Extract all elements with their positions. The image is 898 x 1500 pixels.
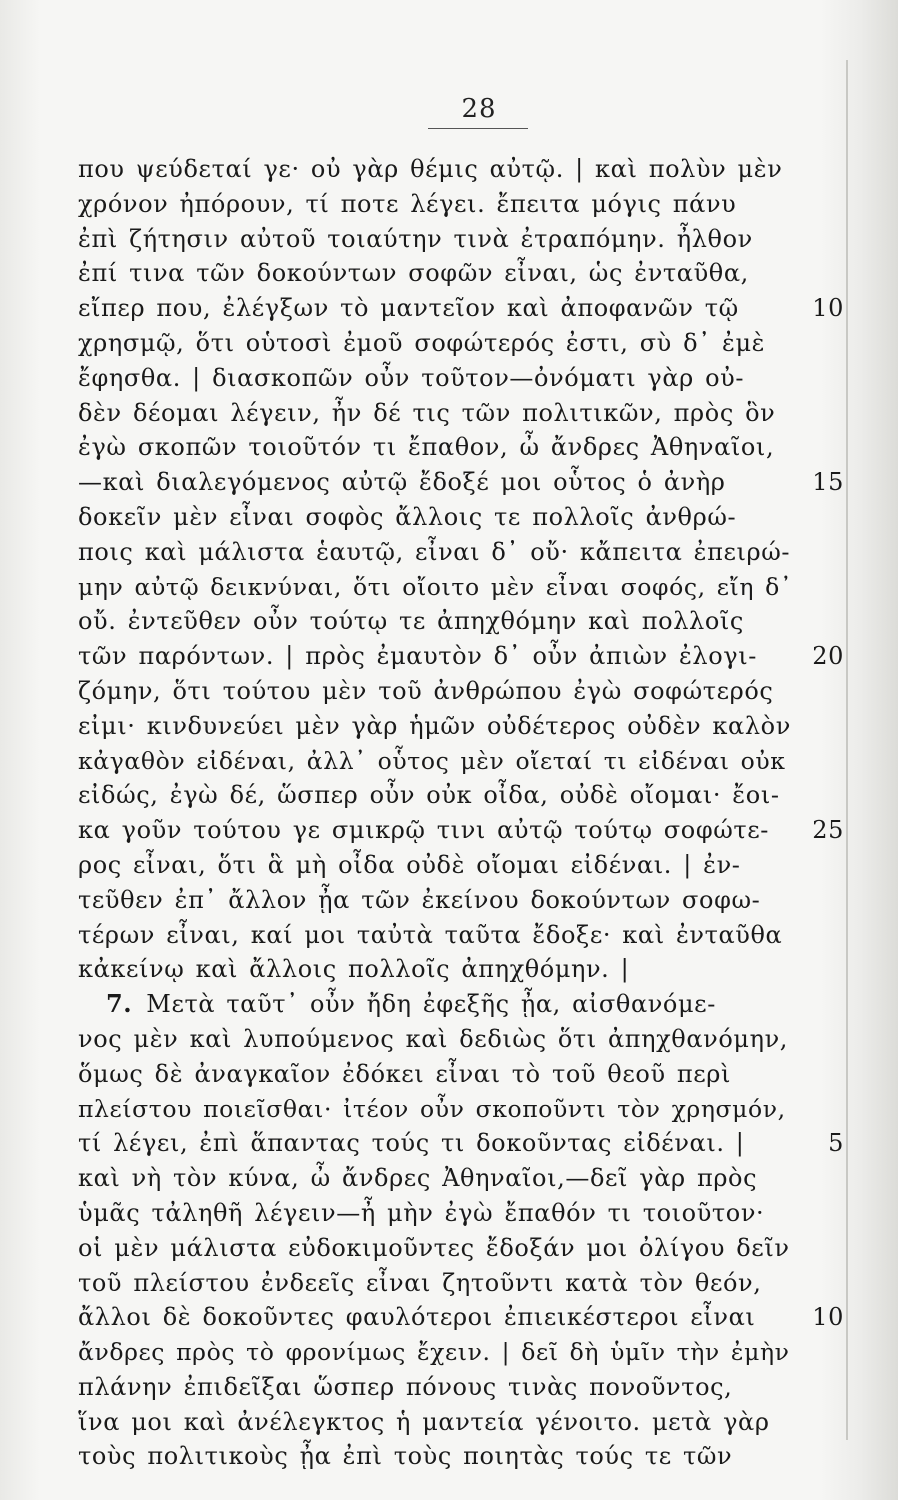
line-text: πλάνην ἐπιδεῖξαι ὥσπερ πόνους τινὰς πονοῦντος, bbox=[78, 1372, 733, 1401]
line-text: τί λέγει, ἐπὶ ἅπαντας τούς τι δοκοῦντας εἰδέναι. | bbox=[78, 1129, 745, 1158]
line-text: κἀγαθὸν εἰδέναι, ἀλλ᾽ οὗτος μὲν οἴεταί τι εἰδέναι οὐκ bbox=[78, 746, 786, 775]
text-line bbox=[78, 500, 838, 535]
line-text: πλείστου ποιεῖσθαι· ἰτέον οὖν σκοποῦντι τὸν χρησμόν, bbox=[78, 1094, 786, 1123]
line-number: 10 bbox=[812, 294, 844, 323]
line-text: μην αὐτῷ δεικνύναι, ὅτι οἴοιτο μὲν εἶναι σοφός, εἴη δ᾽ bbox=[78, 572, 793, 601]
text-line bbox=[78, 1196, 838, 1231]
text-line bbox=[78, 187, 838, 222]
text-line bbox=[78, 918, 838, 953]
line-text: δὲν δέομαι λέγειν, ἦν δέ τις τῶν πολιτικῶν, πρὸς ὃν bbox=[78, 398, 776, 427]
line-text: νος μὲν καὶ λυπούμενος καὶ δεδιὼς ὅτι ἀπηχθανόμην, bbox=[78, 1024, 788, 1053]
page-number: 28 bbox=[461, 94, 497, 124]
text-line bbox=[78, 291, 844, 326]
text-line bbox=[78, 1092, 838, 1127]
line-text: ζόμην, ὅτι τούτου μὲν τοῦ ἀνθρώπου ἐγὼ σοφώτερός bbox=[78, 676, 774, 705]
text-line bbox=[78, 152, 838, 187]
line-number: 15 bbox=[812, 468, 844, 497]
text-line bbox=[78, 987, 838, 1022]
text-line bbox=[78, 256, 838, 291]
text-line bbox=[78, 1266, 838, 1301]
line-text: —καὶ διαλεγόμενος αὐτῷ ἔδοξέ μοι οὗτος ὁ ἀνὴρ bbox=[78, 468, 726, 497]
text-line bbox=[78, 1057, 838, 1092]
text-line bbox=[78, 396, 838, 431]
line-text: ρος εἶναι, ὅτι ἃ μὴ οἶδα οὐδὲ οἴομαι εἰδέναι. | ἐν- bbox=[78, 850, 741, 879]
line-number: 25 bbox=[812, 816, 844, 845]
page-edge-shadow bbox=[846, 60, 848, 1440]
text-line bbox=[78, 535, 838, 570]
line-text: χρόνον ἠπόρουν, τί ποτε λέγει. ἔπειτα μόγις πάνυ bbox=[78, 189, 737, 218]
line-text: ἐπὶ ζήτησιν αὐτοῦ τοιαύτην τινὰ ἐτραπόμην. ἦλθον bbox=[78, 224, 753, 253]
line-text: ἄλλοι δὲ δοκοῦντες φαυλότεροι ἐπιεικέστεροι εἶναι bbox=[78, 1303, 756, 1332]
text-line bbox=[78, 639, 844, 674]
line-text: ἐγὼ σκοπῶν τοιοῦτόν τι ἔπαθον, ὦ ἄνδρες Ἀθηναῖοι, bbox=[78, 433, 775, 462]
line-number: 10 bbox=[812, 1303, 844, 1332]
line-text: οἱ μὲν μάλιστα εὐδοκιμοῦντες ἔδοξάν μοι ὀλίγου δεῖν bbox=[78, 1233, 790, 1262]
text-line bbox=[78, 604, 838, 639]
line-text: ὑμᾶς τἀληθῆ λέγειν—ἦ μὴν ἐγὼ ἔπαθόν τι τοιοῦτον· bbox=[78, 1198, 765, 1227]
text-line bbox=[78, 570, 838, 605]
line-text: ἔφησθα. | διασκοπῶν οὖν τοῦτον—ὀνόματι γὰρ οὐ- bbox=[78, 363, 745, 392]
text-line bbox=[78, 1405, 838, 1440]
text-line bbox=[78, 1439, 838, 1474]
line-text: καὶ νὴ τὸν κύνα, ὦ ἄνδρες Ἀθηναῖοι,—δεῖ γὰρ πρὸς bbox=[78, 1164, 758, 1193]
text-line bbox=[78, 1161, 838, 1196]
line-text: ἄνδρες πρὸς τὸ φρονίμως ἔχειν. | δεῖ δὴ ὑμῖν τὴν ἐμὴν bbox=[78, 1338, 790, 1367]
line-text: Μετὰ ταῦτ᾽ οὖν ἤδη ἐφεξῆς ᾖα, αἰσθανόμε- bbox=[146, 990, 716, 1019]
text-line bbox=[78, 883, 838, 918]
text-line bbox=[78, 1300, 844, 1335]
header-rule bbox=[428, 128, 528, 129]
text-line bbox=[78, 709, 838, 744]
text-line bbox=[78, 222, 838, 257]
line-text: τοὺς πολιτικοὺς ᾖα ἐπὶ τοὺς ποιητὰς τούς τε τῶν bbox=[78, 1442, 733, 1471]
line-number: 20 bbox=[812, 642, 844, 671]
line-text: οὔ. ἐντεῦθεν οὖν τούτῳ τε ἀπηχθόμην καὶ πολλοῖς bbox=[78, 607, 744, 636]
line-text: κα γοῦν τούτου γε σμικρῷ τινι αὐτῷ τούτῳ σοφώτε- bbox=[78, 816, 770, 845]
text-line bbox=[78, 778, 838, 813]
line-text: δοκεῖν μὲν εἶναι σοφὸς ἄλλοις τε πολλοῖς ἀνθρώ- bbox=[78, 502, 737, 531]
text-line bbox=[78, 1370, 838, 1405]
line-text: εἰδώς, ἐγὼ δέ, ὥσπερ οὖν οὐκ οἶδα, οὐδὲ οἴομαι· ἔοι- bbox=[78, 781, 780, 810]
line-number: 5 bbox=[828, 1129, 844, 1158]
text-line bbox=[78, 1126, 844, 1161]
line-text: ἐπί τινα τῶν δοκούντων σοφῶν εἶναι, ὡς ἐνταῦθα, bbox=[78, 259, 749, 288]
text-line bbox=[78, 361, 838, 396]
line-text: τέρων εἶναι, καί μοι ταὐτὰ ταῦτα ἔδοξε· καὶ ἐνταῦθα bbox=[78, 920, 783, 949]
line-text: εἰμι· κινδυνεύει μὲν γὰρ ἡμῶν οὐδέτερος οὐδὲν καλὸν bbox=[78, 711, 791, 740]
line-text: τῶν παρόντων. | πρὸς ἐμαυτὸν δ᾽ οὖν ἀπιὼν ἐλογι- bbox=[78, 642, 757, 671]
text-line bbox=[78, 430, 838, 465]
line-text: κἀκείνῳ καὶ ἄλλοις πολλοῖς ἀπηχθόμην. | bbox=[78, 955, 630, 984]
text-line bbox=[78, 1231, 838, 1266]
text-line bbox=[78, 1022, 838, 1057]
text-line bbox=[78, 848, 838, 883]
section-marker: 7. bbox=[106, 989, 133, 1019]
line-text: τοῦ πλείστου ἐνδεεῖς εἶναι ζητοῦντι κατὰ τὸν θεόν, bbox=[78, 1268, 762, 1297]
line-text: ὅμως δὲ ἀναγκαῖον ἐδόκει εἶναι τὸ τοῦ θεοῦ περὶ bbox=[78, 1059, 731, 1088]
line-text: εἴπερ που, ἐλέγξων τὸ μαντεῖον καὶ ἀποφανῶν τῷ bbox=[78, 294, 739, 323]
line-text: τεῦθεν ἐπ᾽ ἄλλον ᾖα τῶν ἐκείνου δοκούντων σοφω- bbox=[78, 885, 761, 914]
line-text: ποις καὶ μάλιστα ἑαυτῷ, εἶναι δ᾽ οὔ· κἄπειτα ἐπειρώ- bbox=[78, 537, 791, 566]
text-line bbox=[78, 1335, 838, 1370]
text-line bbox=[78, 326, 838, 361]
text-line bbox=[78, 674, 838, 709]
text-line bbox=[78, 465, 844, 500]
text-line bbox=[78, 952, 838, 987]
text-line bbox=[78, 813, 844, 848]
greek-text-body bbox=[78, 152, 844, 1474]
line-text: που ψεύδεταί γε· οὐ γὰρ θέμις αὐτῷ. | καὶ πολὺν μὲν bbox=[78, 155, 783, 183]
text-line bbox=[78, 744, 838, 779]
line-text: χρησμῷ, ὅτι οὑτοσὶ ἐμοῦ σοφώτερός ἐστι, σὺ δ᾽ ἐμὲ bbox=[78, 328, 766, 357]
line-text: ἵνα μοι καὶ ἀνέλεγκτος ἡ μαντεία γένοιτο. μετὰ γὰρ bbox=[78, 1407, 770, 1436]
